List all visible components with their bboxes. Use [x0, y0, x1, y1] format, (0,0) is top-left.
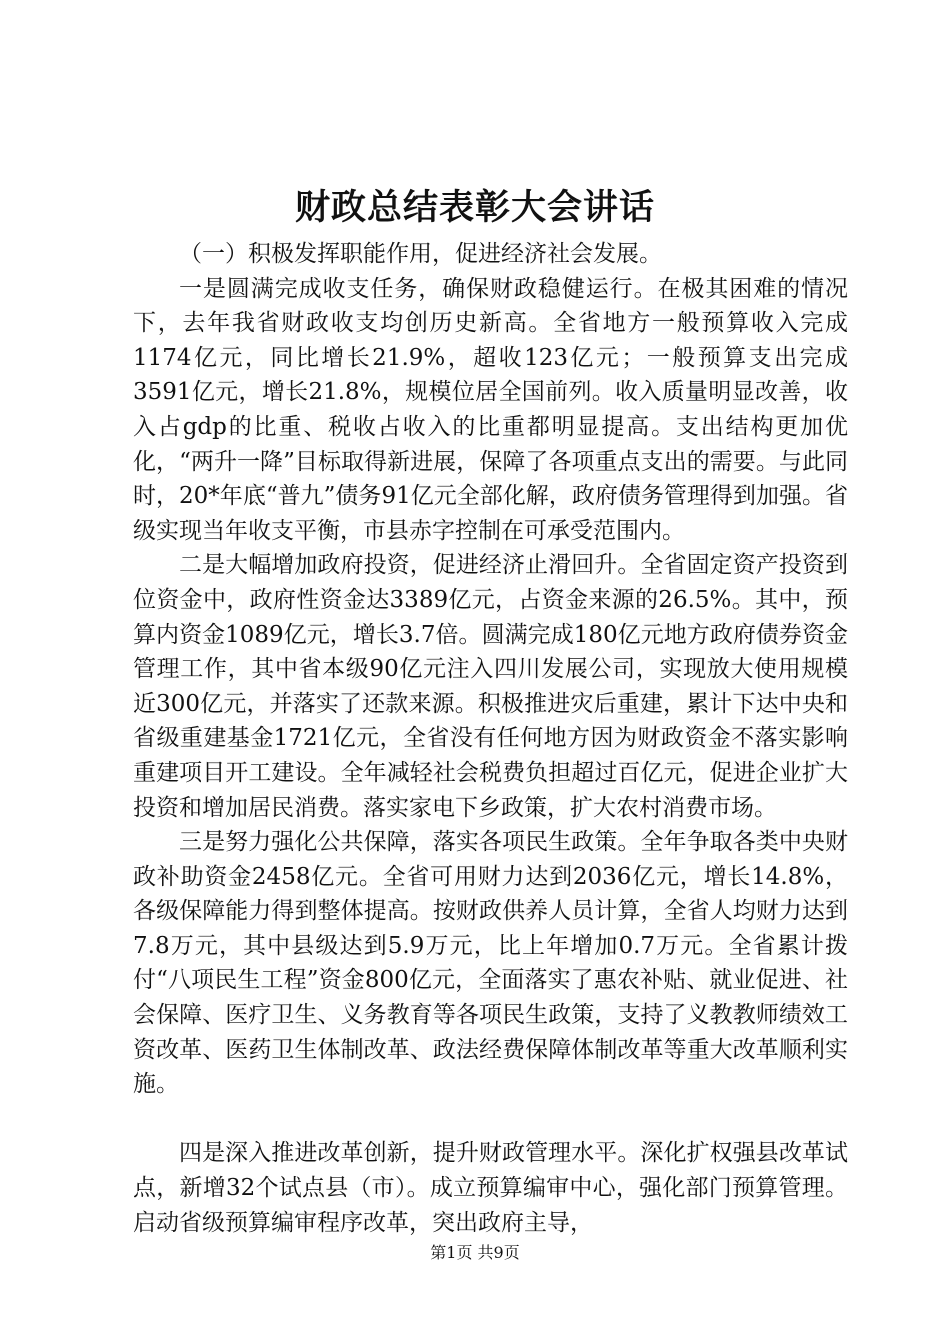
paragraph-3: 三是努力强化公共保障，落实各项民生政策。全年争取各类中央财政补助资金2458亿元。全省可用财力达到2036亿元，增长14.8%，各级保障能力得到整体提高。按财政供养人员计算，全省人均财力达到7.8万元，其中县级达到5.9万元，比上年增加0.7万元。全省累计拨付“八项民生工程”资金800亿元，全面落实了惠农补贴、就业促进、社会保障、医疗卫生、义务教育等各项民生政策，支持了义教教师绩效工资改革、医药卫生体制改革、政法经费保障体制改革等重大改革顺利实施。: [133, 829, 848, 1098]
document-title: 财政总结表彰大会讲话: [294, 187, 655, 228]
page-footer: 第1页 共9页: [430, 1243, 520, 1262]
section-heading: （一）积极发挥职能作用，促进经济社会发展。: [179, 241, 662, 267]
paragraph-2: 二是大幅增加政府投资，促进经济止滑回升。全省固定资产投资到位资金中，政府性资金达3389亿元，占资金来源的26.5%。其中，预算内资金1089亿元，增长3.7倍。圆满完成180亿元地方政府债券资金管理工作，其中省本级90亿元注入四川发展公司，实现放大使用规模近300亿元，并落实了还款来源。积极推进灾后重建，累计下达中央和省级重建基金1721亿元，全省没有任何地方因为财政资金不落实影响重建项目开工建设。全年减轻社会税费负担超过百亿元，促进企业扩大投资和增加居民消费。落实家电下乡政策，扩大农村消费市场。: [133, 552, 848, 821]
paragraph-4: 四是深入推进改革创新，提升财政管理水平。深化扩权强县改革试点，新增32个试点县（市）。成立预算编审中心，强化部门预算管理。启动省级预算编审程序改革，突出政府主导，: [133, 1140, 848, 1236]
document-body: [133, 237, 848, 1240]
paragraph-1: 一是圆满完成收支任务，确保财政稳健运行。在极其困难的情况下，去年我省财政收支均创历史新高。全省地方一般预算收入完成1174亿元，同比增长21.9%，超收123亿元；一般预算支出完成3591亿元，增长21.8%，规模位居全国前列。收入质量明显改善，收入占gdp的比重、税收占收入的比重都明显提高。支出结构更加优化，“两升一降”目标取得新进展，保障了各项重点支出的需要。与此同时，20*年底“普九”债务91亿元全部化解，政府债务管理得到加强。省级实现当年收支平衡，市县赤字控制在可承受范围内。: [133, 275, 848, 544]
